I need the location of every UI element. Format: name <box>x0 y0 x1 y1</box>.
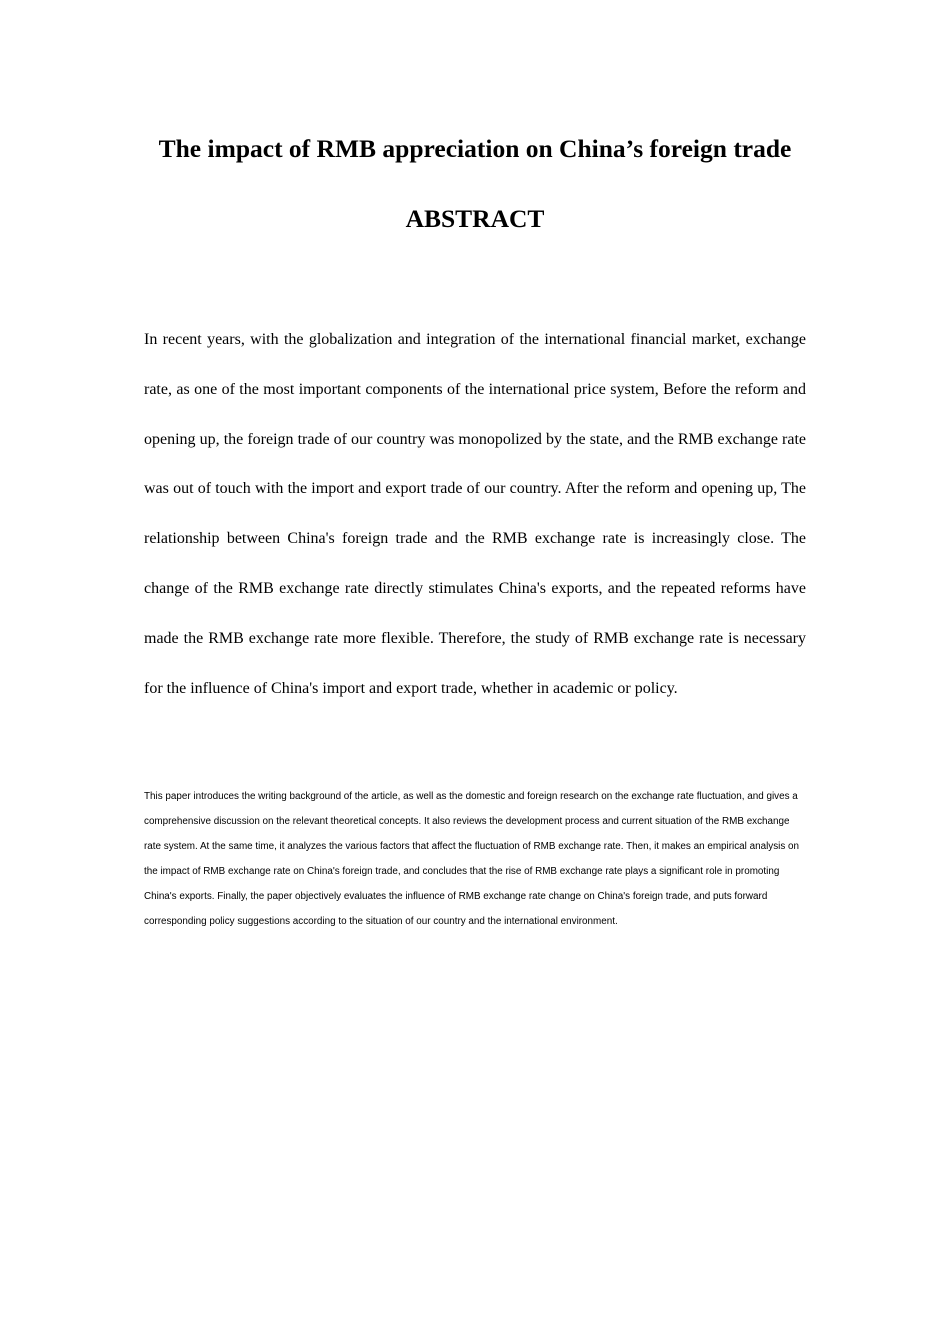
document-title: The impact of RMB appreciation on China’s foreign trade <box>158 134 792 163</box>
abstract-paragraph-2: This paper introduces the writing background of the article, as well as the domestic and foreign research on the exchange rate fluctuation, and gives a comprehensive discussion on the relevant theoretical concepts. It also reviews the development process and current situation of the RMB exchange rate system. At the same time, it analyzes the various factors that affect the fluctuation of RMB exchange rate. Then, it makes an empirical analysis on the impact of RMB exchange rate on China's foreign trade, and concludes that the rise of RMB exchange rate plays a significant role in promoting China's exports. Finally, the paper objectively evaluates the influence of RMB exchange rate change on China's foreign trade, and puts forward corresponding policy suggestions according to the situation of our country and the international environment. <box>144 791 799 927</box>
abstract-paragraph-1: In recent years, with the globalization and integration of the international financial market, exchange rate, as one of the most important components of the international price system, Before the reform and opening up, the foreign trade of our country was monopolized by the state, and the RMB exchange rate was out of touch with the import and export trade of our country. After the reform and opening up, The relationship between China's foreign trade and the RMB exchange rate is increasingly close. The change of the RMB exchange rate directly stimulates China's exports, and the repeated reforms have made the RMB exchange rate more flexible. Therefore, the study of RMB exchange rate is necessary for the influence of China's import and export trade, whether in academic or policy. <box>144 331 806 697</box>
abstract-heading: ABSTRACT <box>405 204 545 233</box>
